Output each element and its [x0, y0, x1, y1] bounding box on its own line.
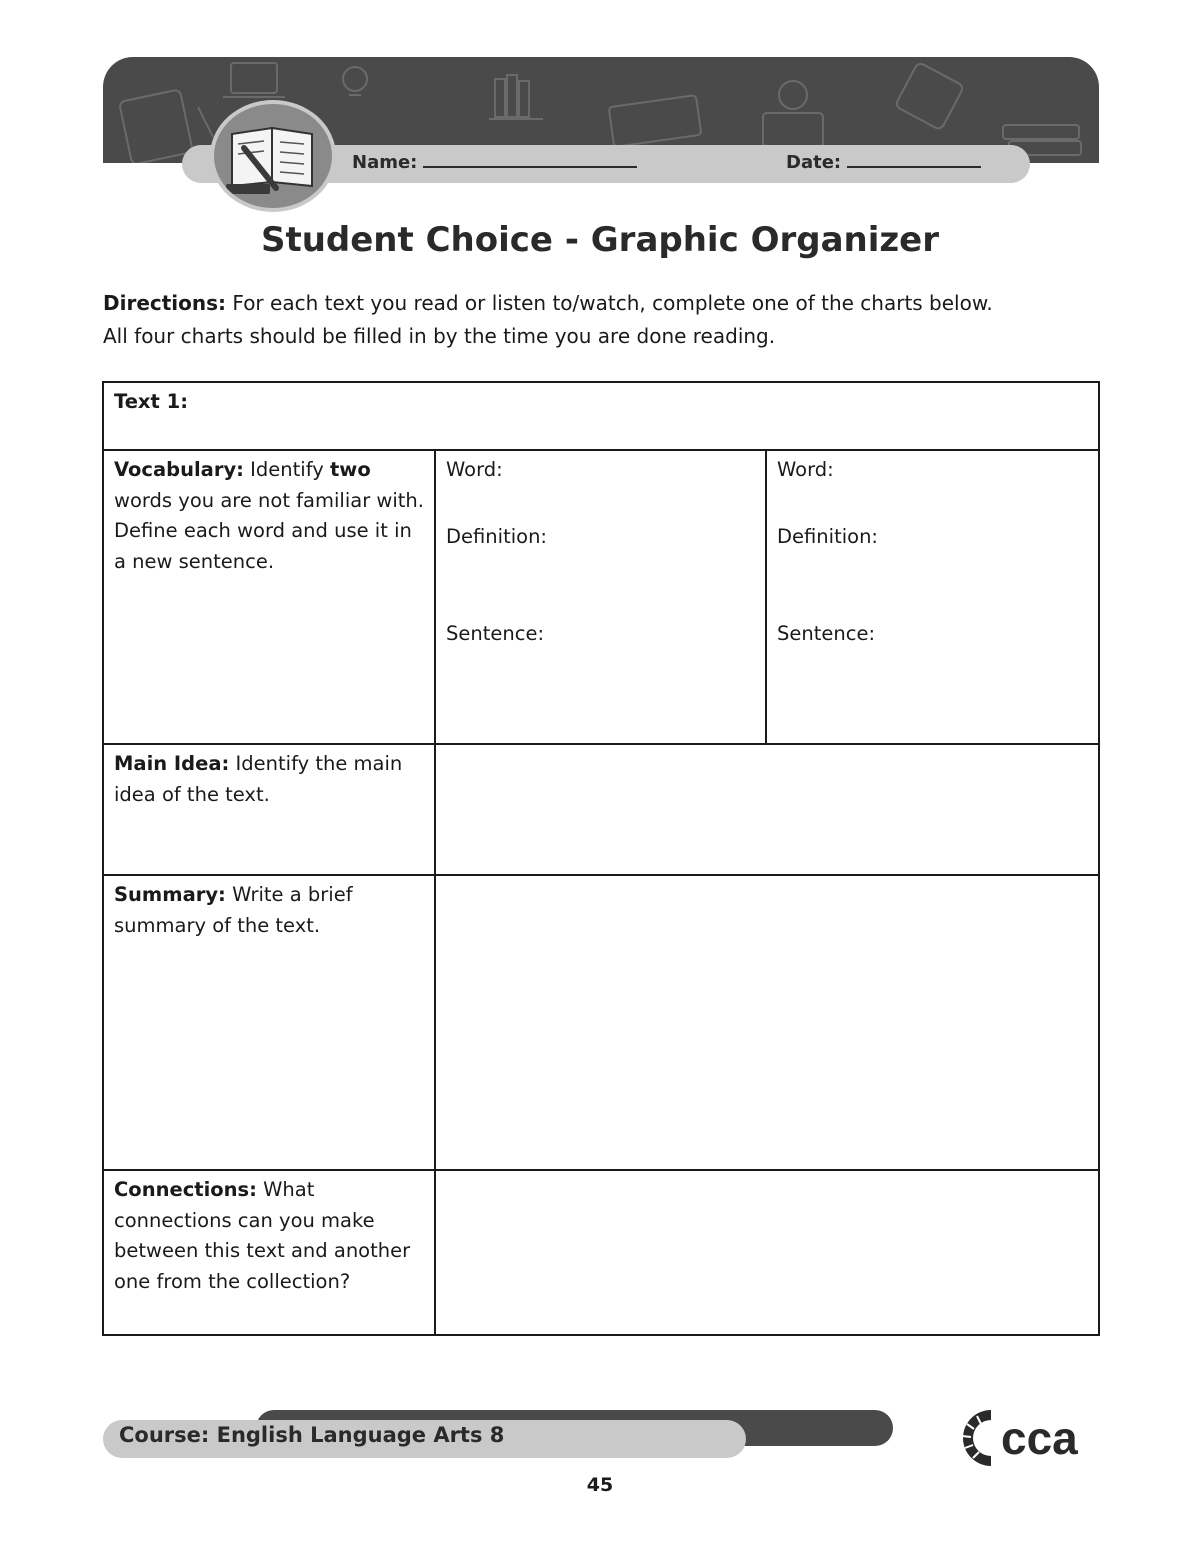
sentence-1-label: Sentence:	[446, 622, 545, 645]
word-2-label: Word:	[777, 458, 834, 481]
reader-icon	[763, 81, 823, 147]
directions	[103, 287, 1103, 353]
main-idea-row	[103, 744, 1099, 875]
date-line[interactable]	[847, 150, 981, 168]
summary-answer-cell[interactable]	[435, 875, 1099, 1170]
date-label: Date:	[786, 152, 842, 173]
summary-row	[103, 875, 1099, 1170]
vocabulary-prompt-cell	[103, 450, 435, 744]
page-number: 45	[586, 1474, 614, 1496]
cca-burst-icon	[962, 1410, 991, 1466]
directions-label: Directions:	[103, 291, 227, 315]
connections-answer-cell[interactable]	[435, 1170, 1099, 1335]
laptop-icon	[223, 63, 285, 97]
vocabulary-row	[103, 450, 1099, 744]
connections-row	[103, 1170, 1099, 1335]
text-title-cell[interactable]	[103, 382, 1099, 450]
word-1-cell[interactable]	[435, 450, 766, 744]
summary-label: Summary:	[114, 883, 226, 906]
directions-line-1: For each text you read or listen to/watch, complete one of the charts below.	[232, 291, 993, 315]
course-label: Course: English Language Arts 8	[119, 1423, 505, 1447]
connections-prompt-cell	[103, 1170, 435, 1335]
directions-line-2: All four charts should be filled in by the time you are done reading.	[103, 324, 776, 348]
word-2-cell[interactable]	[766, 450, 1099, 744]
page-title: Student Choice - Graphic Organizer	[260, 220, 940, 260]
text-label: Text 1:	[114, 390, 188, 413]
main-idea-prompt: Identify the main idea of the text.	[114, 752, 403, 806]
graphic-organizer-table	[102, 381, 1100, 1336]
main-idea-label: Main Idea:	[114, 752, 230, 775]
name-line[interactable]	[423, 150, 637, 168]
lightbulb-icon	[343, 67, 367, 95]
vocabulary-prompt-bold: two	[329, 458, 371, 481]
word-1-label: Word:	[446, 458, 503, 481]
connections-label: Connections:	[114, 1178, 257, 1201]
open-book-badge-icon	[210, 100, 336, 212]
summary-prompt: Write a brief summary of the text.	[114, 883, 353, 937]
name-label: Name:	[352, 152, 418, 173]
summary-prompt-cell	[103, 875, 435, 1170]
definition-2-label: Definition:	[777, 524, 878, 548]
definition-1-label: Definition:	[446, 524, 547, 548]
vocabulary-label: Vocabulary:	[114, 458, 244, 481]
spiral-notebook-icon	[609, 95, 702, 147]
vocabulary-prompt-a: Identify	[250, 458, 324, 481]
vocabulary-prompt-b: words you are not familiar with. Define each word and use it in a new sentence.	[114, 488, 424, 573]
main-idea-prompt-cell	[103, 744, 435, 875]
text-row	[103, 382, 1099, 450]
connections-prompt: What connections can you make between this text and another one from the collection?	[114, 1178, 411, 1293]
date-field[interactable]	[786, 150, 981, 173]
name-field[interactable]	[352, 150, 637, 173]
cca-logo	[955, 1404, 1095, 1468]
cca-logo-text: cca	[1001, 1412, 1078, 1464]
books-shelf-icon	[489, 75, 543, 119]
sentence-2-label: Sentence:	[777, 622, 876, 645]
main-idea-answer-cell[interactable]	[435, 744, 1099, 875]
book-stack-icon	[895, 62, 1081, 155]
